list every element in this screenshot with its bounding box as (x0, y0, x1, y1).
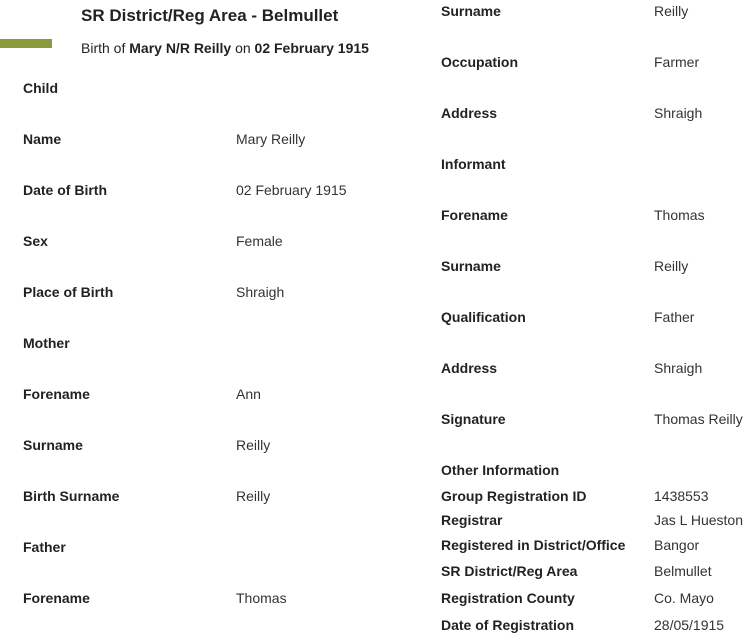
field-label: SR District/Reg Area (441, 563, 578, 579)
field-value: Father (654, 309, 695, 325)
field-value: Reilly (236, 437, 271, 453)
field-label: Address (441, 105, 498, 121)
subtitle-prefix: Birth of (81, 40, 130, 56)
accent-bar (0, 39, 52, 48)
field-label: Surname (441, 258, 501, 274)
field-label: Registration County (441, 590, 575, 606)
field-label: Occupation (441, 54, 519, 70)
field-value: Reilly (236, 488, 271, 504)
field-value: Belmullet (654, 563, 712, 579)
field-value: Jas L Hueston (654, 512, 743, 528)
field-label: Qualification (441, 309, 526, 325)
field-value: Mary Reilly (236, 131, 306, 147)
field-value: 02 February 1915 (236, 182, 347, 198)
field-label: Address (441, 360, 498, 376)
field-label: Surname (441, 3, 501, 19)
field-value: Bangor (654, 537, 700, 553)
subtitle-name: Mary N/R Reilly (129, 40, 232, 56)
page-title: SR District/Reg Area - Belmullet (81, 6, 339, 25)
field-label: Registrar (441, 512, 503, 528)
field-label: Forename (441, 207, 508, 223)
subtitle-mid: on (231, 40, 255, 56)
field-value: Thomas Reilly (654, 411, 743, 427)
field-label: Forename (23, 590, 90, 606)
field-value: Reilly (654, 3, 689, 19)
field-value: Farmer (654, 54, 700, 70)
field-value: Shraigh (654, 360, 703, 376)
page-subtitle (81, 40, 369, 56)
section-other-information: Other Information (441, 462, 560, 478)
field-value: Female (236, 233, 283, 249)
subtitle-date: 02 February 1915 (254, 40, 369, 56)
section-father: Father (23, 539, 66, 555)
field-label: Signature (441, 411, 506, 427)
field-label: Forename (23, 386, 90, 402)
field-label: Surname (23, 437, 83, 453)
field-label: Date of Registration (441, 617, 575, 633)
field-value: Ann (236, 386, 261, 402)
section-informant: Informant (441, 156, 506, 172)
field-value: Reilly (654, 258, 689, 274)
field-value: Thomas (236, 590, 287, 606)
field-label: Group Registration ID (441, 488, 587, 504)
section-child: Child (23, 80, 58, 96)
field-label: Place of Birth (23, 284, 114, 300)
field-value: 28/05/1915 (654, 617, 725, 633)
field-label: Sex (23, 233, 48, 249)
field-label: Birth Surname (23, 488, 120, 504)
field-value: 1438553 (654, 488, 709, 504)
field-value: Shraigh (654, 105, 703, 121)
section-mother: Mother (23, 335, 70, 351)
field-label: Registered in District/Office (441, 537, 626, 553)
field-value: Thomas (654, 207, 705, 223)
field-label: Name (23, 131, 62, 147)
field-value: Shraigh (236, 284, 285, 300)
field-value: Co. Mayo (654, 590, 714, 606)
field-label: Date of Birth (23, 182, 107, 198)
